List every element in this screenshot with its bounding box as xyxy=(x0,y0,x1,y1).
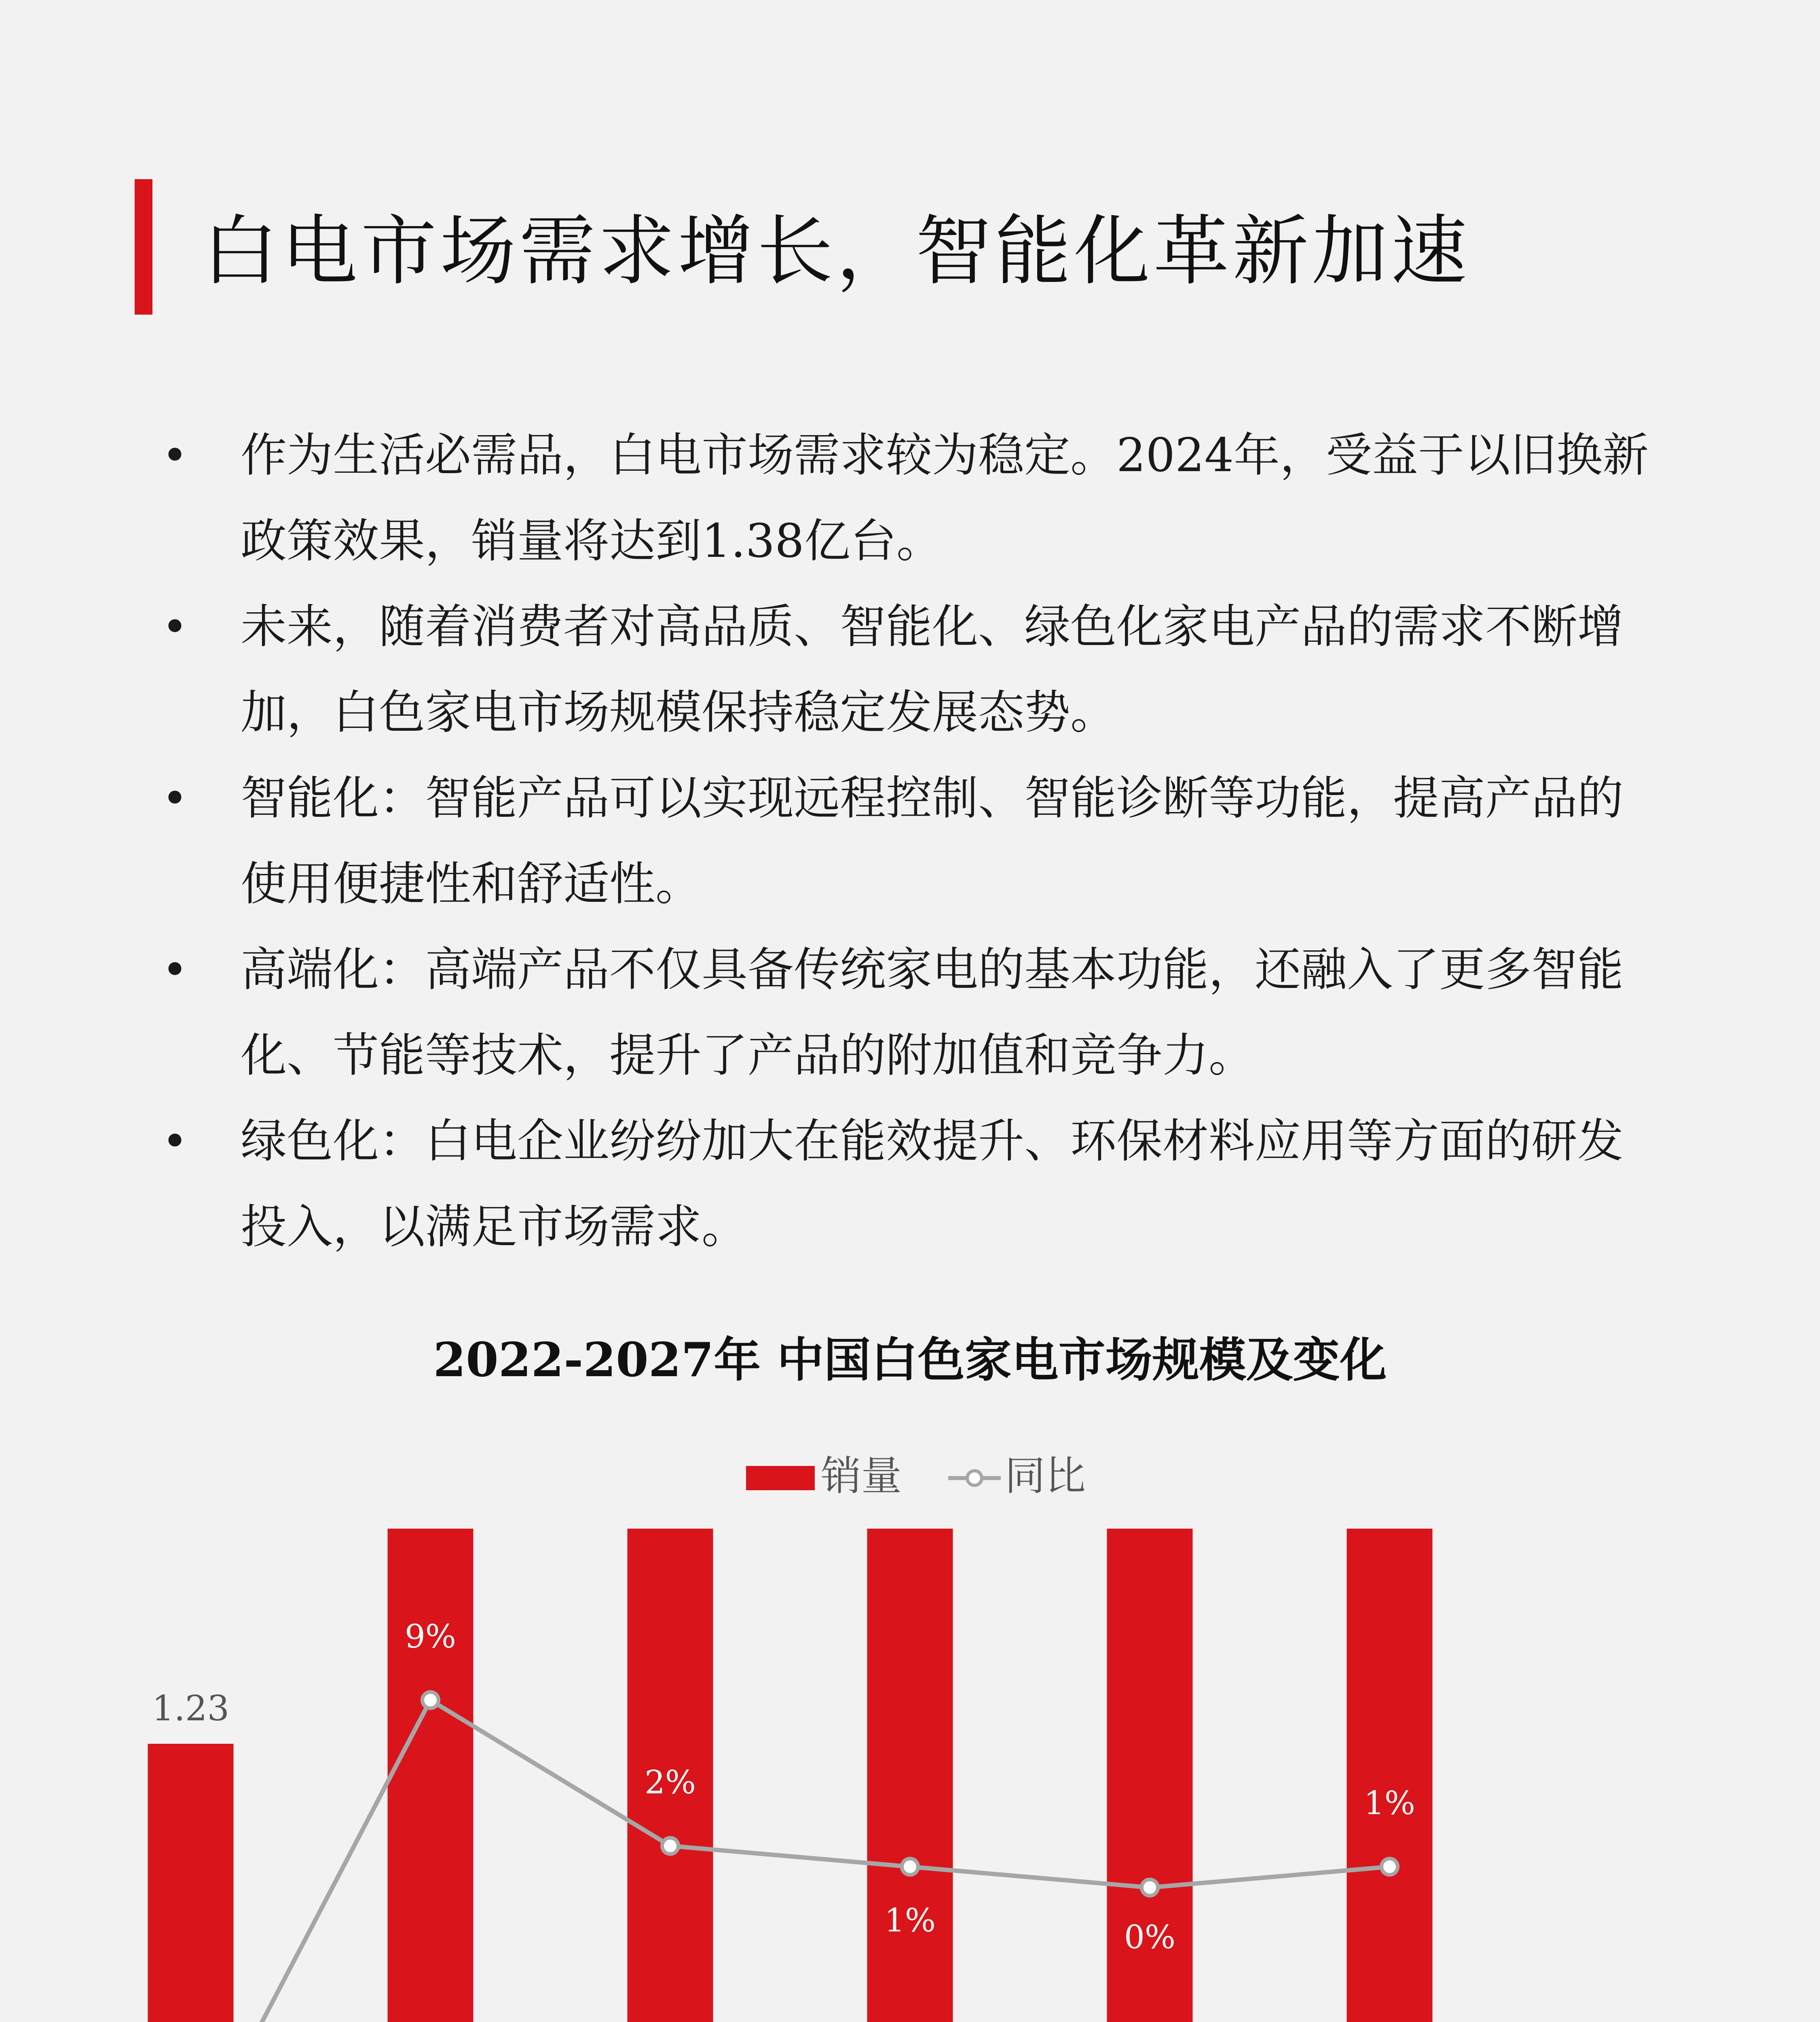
bullet-item xyxy=(150,1098,1670,1270)
bullet-text-line: 高端化：高端产品不仅具备传统家电的基本功能，还融入了更多智能 xyxy=(241,943,1624,996)
bullet-icon: • xyxy=(162,772,188,824)
bullet-list xyxy=(150,412,1670,1270)
yoy-point xyxy=(1382,1859,1398,1875)
yoy-value-label: 1% xyxy=(1364,1784,1415,1822)
bullet-text-line: 加，白色家电市场规模保持稳定发展态势。 xyxy=(241,685,1117,739)
bar-2022 xyxy=(148,1744,234,2022)
legend-swatch-bar xyxy=(746,1466,815,1490)
bullet-icon: • xyxy=(162,601,188,653)
bullet-text-line: 未来，随着消费者对高品质、智能化、绿色化家电产品的需求不断增 xyxy=(241,600,1624,654)
bullet-text-line: 政策效果，销量将达到1.38亿台。 xyxy=(241,514,943,568)
bar-2025F xyxy=(867,1529,953,2022)
chart-plot xyxy=(0,1529,1820,2022)
title-accent-bar xyxy=(135,179,152,315)
yoy-point xyxy=(902,1859,918,1875)
bullet-text-line: 智能化：智能产品可以实现远程控制、智能诊断等功能，提高产品的 xyxy=(241,771,1624,825)
bar-2027F xyxy=(1347,1529,1433,2022)
bullet-icon: • xyxy=(162,1115,188,1167)
bullet-item xyxy=(150,927,1670,1098)
yoy-value-label: 9% xyxy=(405,1618,456,1655)
yoy-value-label: 0% xyxy=(1124,1918,1175,1956)
bar-2023 xyxy=(388,1529,473,2022)
legend-label-sales: 销量 xyxy=(821,1452,902,1500)
yoy-value-label: 1% xyxy=(884,1901,936,1939)
bullet-text-line: 使用便捷性和舒适性。 xyxy=(241,857,702,911)
bullet-text-line: 绿色化：白电企业纷纷加大在能效提升、环保材料应用等方面的研发 xyxy=(241,1114,1624,1168)
bullet-icon: • xyxy=(162,429,188,481)
bullet-text-line: 投入，以满足市场需求。 xyxy=(241,1200,748,1254)
bullet-item xyxy=(150,412,1670,584)
chart-title: 2022-2027年 中国白色家电市场规模及变化 xyxy=(433,1332,1387,1387)
page-title: 白电市场需求增长，智能化革新加速 xyxy=(202,207,1470,296)
bullet-item xyxy=(150,584,1670,755)
bullet-item xyxy=(150,755,1670,927)
yoy-point xyxy=(1142,1880,1158,1896)
bullet-icon: • xyxy=(162,944,188,996)
yoy-point xyxy=(662,1838,679,1854)
yoy-line xyxy=(191,1700,1390,2022)
yoy-point xyxy=(423,1692,439,1708)
yoy-value-label: 2% xyxy=(645,1763,696,1801)
bullet-text-line: 化、节能等技术，提升了产品的附加值和竞争力。 xyxy=(241,1028,1255,1082)
bullet-text-line: 作为生活必需品，白电市场需求较为稳定。2024年，受益于以旧换新 xyxy=(241,428,1649,482)
legend-label-yoy: 同比 xyxy=(1005,1452,1086,1500)
bar-value-label: 1.23 xyxy=(152,1688,230,1729)
legend-swatch-line xyxy=(948,1458,1001,1498)
